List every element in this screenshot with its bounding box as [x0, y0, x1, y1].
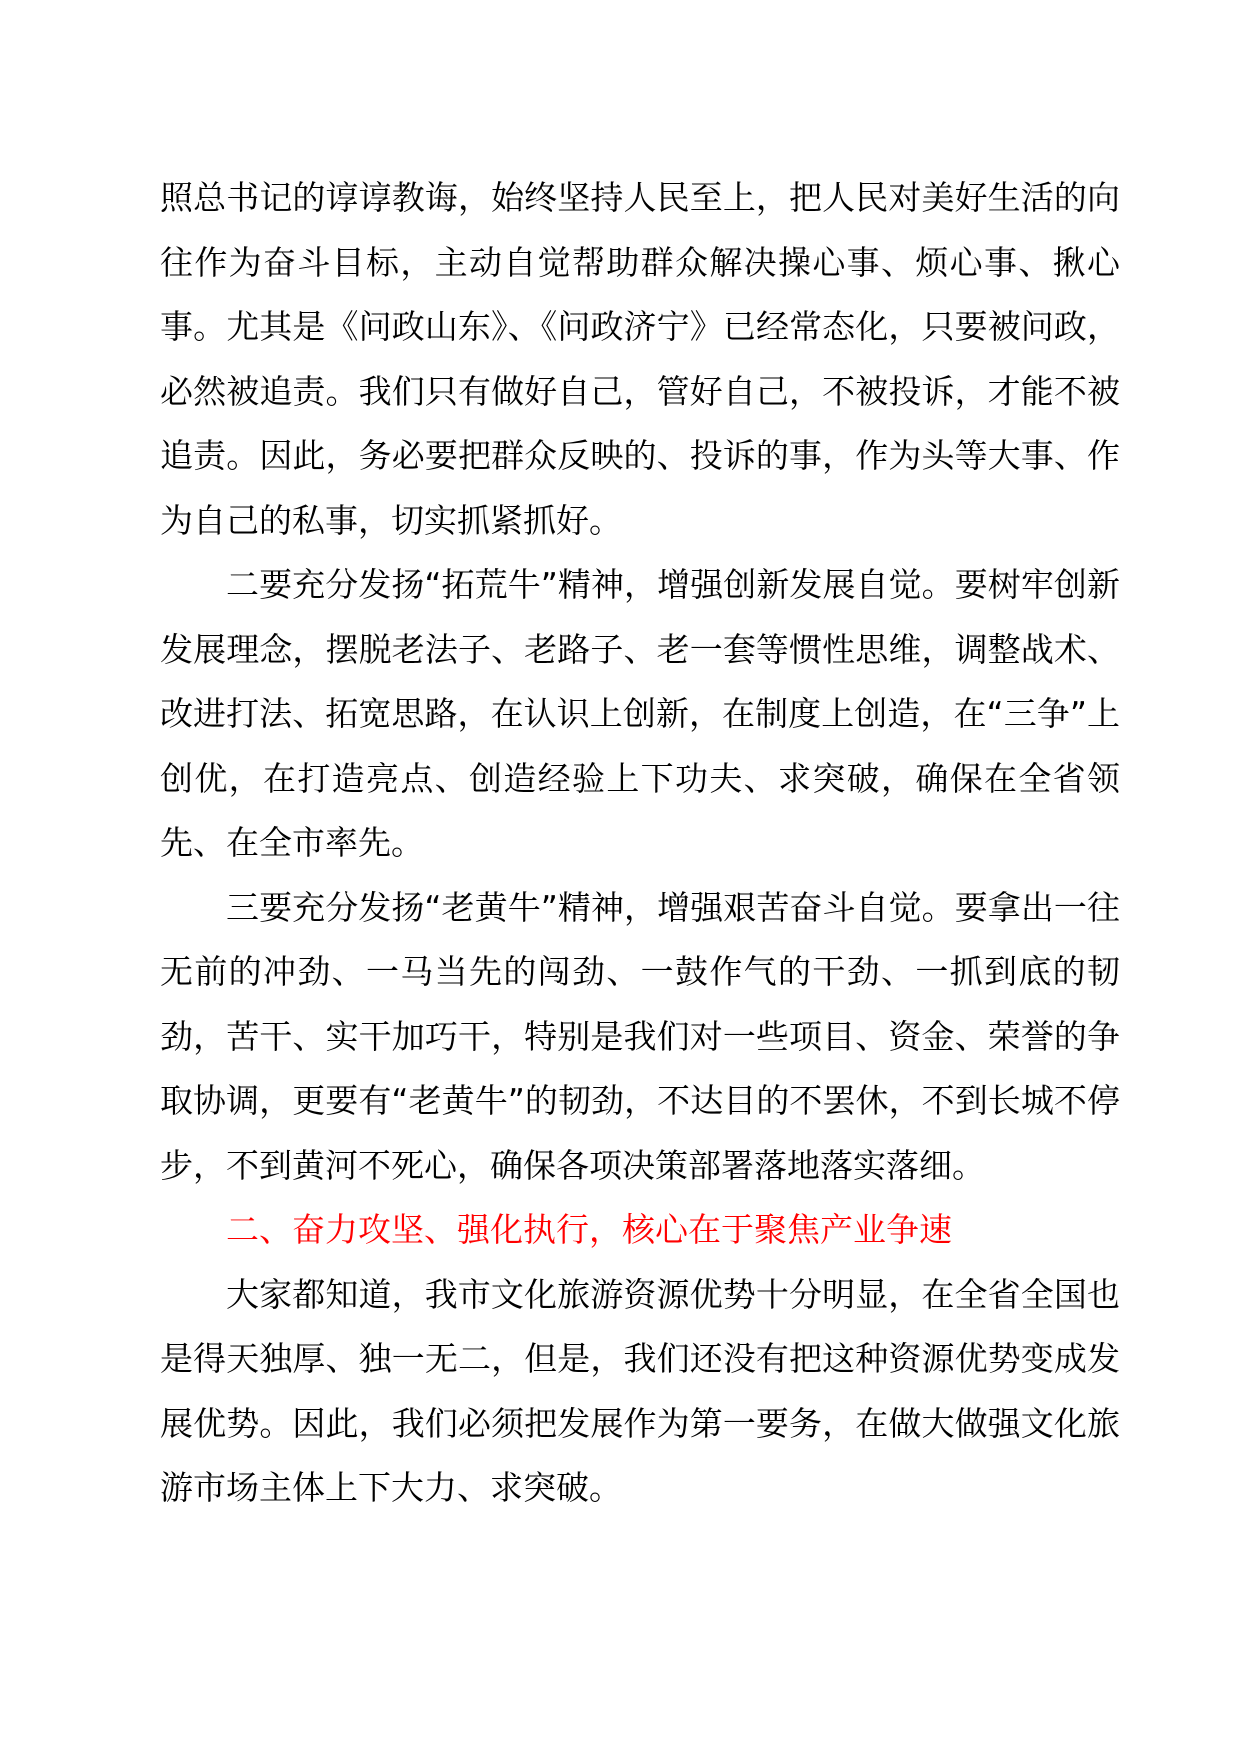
paragraph-hard-work: 三要充分发扬“老黄牛”精神，增强艰苦奋斗自觉。要拿出一往无前的冲劲、一马当先的闯劲、一鼓作气的干劲、一抓到底的韧劲，苦干、实干加巧干，特别是我们对一些项目、资金、荣誉的争取协调，更要有“老黄牛”的韧劲，不达目的不罢休，不到长城不停步，不到黄河不死心，确保各项决策部署落地落实落细。 [160, 887, 1120, 1185]
paragraph-innovation: 二要充分发扬“拓荒牛”精神，增强创新发展自觉。要树牢创新发展理念，摆脱老法子、老路子、老一套等惯性思维，调整战术、改进打法、拓宽思路，在认识上创新，在制度上创造，在“三争”上创优，在打造亮点、创造经验上下功夫、求突破，确保在全省领先、在全市率先。 [160, 565, 1120, 862]
section-heading: 二、奋力攻坚、强化执行，核心在于聚焦产业争速 [226, 1210, 952, 1249]
document-body [160, 166, 1120, 1521]
paragraph-tourism: 大家都知道，我市文化旅游资源优势十分明显，在全省全国也是得天独厚、独一无二，但是，我们还没有把这种资源优势变成发展优势。因此，我们必须把发展作为第一要务，在做大做强文化旅游市场主体上下大力、求突破。 [160, 1274, 1120, 1507]
paragraph-continued: 照总书记的谆谆教诲，始终坚持人民至上，把人民对美好生活的向往作为奋斗目标，主动自觉帮助群众解决操心事、烦心事、揪心事。尤其是《问政山东》、《问政济宁》已经常态化，只要被问政，必然被追责。我们只有做好自己，管好自己，不被投诉，才能不被追责。因此，务必要把群众反映的、投诉的事，作为头等大事、作为自己的私事，切实抓紧抓好。 [160, 178, 1120, 540]
